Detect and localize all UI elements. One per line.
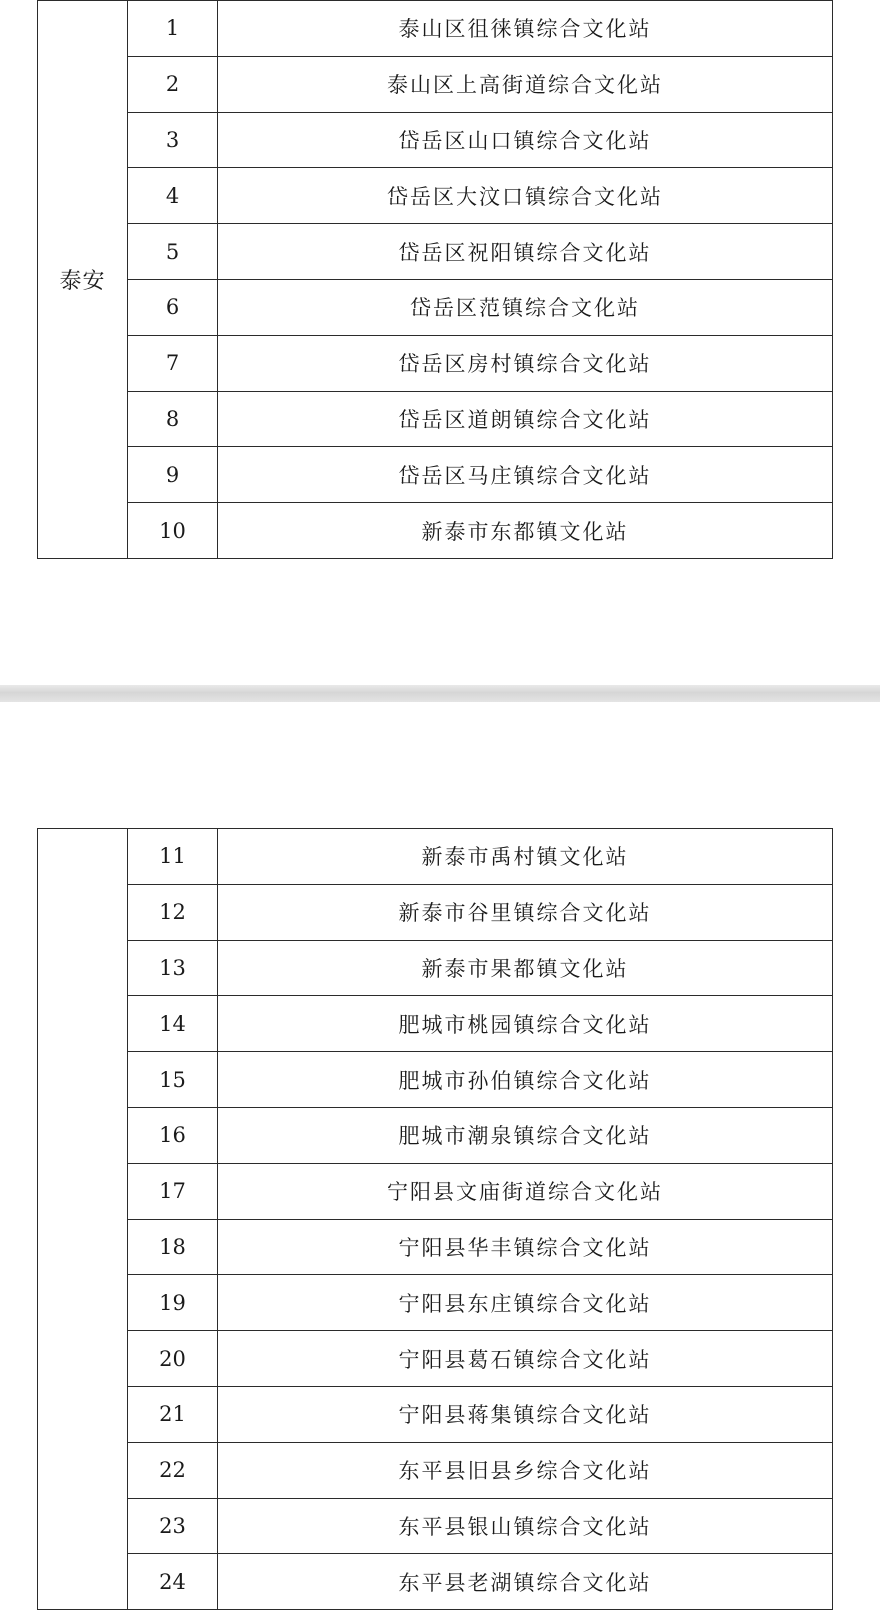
page-separator bbox=[0, 685, 880, 702]
station-name: 东平县银山镇综合文化站 bbox=[218, 1498, 833, 1554]
station-name: 岱岳区大汶口镇综合文化站 bbox=[218, 168, 833, 224]
table-row bbox=[38, 112, 833, 168]
row-number: 20 bbox=[128, 1331, 218, 1387]
table-row bbox=[38, 56, 833, 112]
row-number: 3 bbox=[128, 112, 218, 168]
station-name: 宁阳县文庙街道综合文化站 bbox=[218, 1163, 833, 1219]
row-number: 4 bbox=[128, 168, 218, 224]
row-number: 12 bbox=[128, 884, 218, 940]
table-row bbox=[38, 829, 833, 885]
table-row bbox=[38, 1219, 833, 1275]
station-table-part-2 bbox=[37, 828, 833, 1610]
row-number: 7 bbox=[128, 335, 218, 391]
row-number: 1 bbox=[128, 1, 218, 57]
station-name: 泰山区徂徕镇综合文化站 bbox=[218, 1, 833, 57]
document-page-1 bbox=[0, 0, 880, 685]
table-row bbox=[38, 503, 833, 559]
document-page-2 bbox=[0, 702, 880, 1613]
table-row bbox=[38, 335, 833, 391]
table-row bbox=[38, 1498, 833, 1554]
row-number: 19 bbox=[128, 1275, 218, 1331]
row-number: 10 bbox=[128, 503, 218, 559]
station-name: 岱岳区祝阳镇综合文化站 bbox=[218, 224, 833, 280]
station-name: 岱岳区马庄镇综合文化站 bbox=[218, 447, 833, 503]
table-row bbox=[38, 224, 833, 280]
table-row bbox=[38, 996, 833, 1052]
station-name: 东平县旧县乡综合文化站 bbox=[218, 1442, 833, 1498]
station-name: 肥城市潮泉镇综合文化站 bbox=[218, 1107, 833, 1163]
station-table-part-1 bbox=[37, 0, 833, 559]
station-name: 新泰市禹村镇文化站 bbox=[218, 829, 833, 885]
station-name: 岱岳区道朗镇综合文化站 bbox=[218, 391, 833, 447]
row-number: 9 bbox=[128, 447, 218, 503]
table-row bbox=[38, 1052, 833, 1108]
table-row bbox=[38, 279, 833, 335]
row-number: 2 bbox=[128, 56, 218, 112]
table-row bbox=[38, 1331, 833, 1387]
row-number: 8 bbox=[128, 391, 218, 447]
table-row bbox=[38, 1275, 833, 1331]
row-number: 23 bbox=[128, 1498, 218, 1554]
station-name: 肥城市孙伯镇综合文化站 bbox=[218, 1052, 833, 1108]
station-name: 新泰市东都镇文化站 bbox=[218, 503, 833, 559]
row-number: 6 bbox=[128, 279, 218, 335]
station-name: 宁阳县华丰镇综合文化站 bbox=[218, 1219, 833, 1275]
table-row bbox=[38, 391, 833, 447]
region-cell bbox=[38, 829, 128, 1610]
table-row bbox=[38, 1163, 833, 1219]
row-number: 14 bbox=[128, 996, 218, 1052]
station-name: 宁阳县东庄镇综合文化站 bbox=[218, 1275, 833, 1331]
row-number: 16 bbox=[128, 1107, 218, 1163]
station-name: 岱岳区山口镇综合文化站 bbox=[218, 112, 833, 168]
row-number: 15 bbox=[128, 1052, 218, 1108]
table-row bbox=[38, 940, 833, 996]
table-row bbox=[38, 1107, 833, 1163]
row-number: 11 bbox=[128, 829, 218, 885]
row-number: 13 bbox=[128, 940, 218, 996]
table-row bbox=[38, 1386, 833, 1442]
row-number: 21 bbox=[128, 1386, 218, 1442]
table-row bbox=[38, 1554, 833, 1610]
row-number: 5 bbox=[128, 224, 218, 280]
table-row bbox=[38, 447, 833, 503]
row-number: 24 bbox=[128, 1554, 218, 1610]
station-name: 泰山区上高街道综合文化站 bbox=[218, 56, 833, 112]
table-row bbox=[38, 168, 833, 224]
table-row bbox=[38, 1442, 833, 1498]
station-name: 新泰市果都镇文化站 bbox=[218, 940, 833, 996]
table-row bbox=[38, 1, 833, 57]
station-name: 东平县老湖镇综合文化站 bbox=[218, 1554, 833, 1610]
station-name: 新泰市谷里镇综合文化站 bbox=[218, 884, 833, 940]
row-number: 22 bbox=[128, 1442, 218, 1498]
station-name: 岱岳区范镇综合文化站 bbox=[218, 279, 833, 335]
station-name: 肥城市桃园镇综合文化站 bbox=[218, 996, 833, 1052]
row-number: 17 bbox=[128, 1163, 218, 1219]
station-name: 宁阳县蒋集镇综合文化站 bbox=[218, 1386, 833, 1442]
station-name: 岱岳区房村镇综合文化站 bbox=[218, 335, 833, 391]
station-name: 宁阳县葛石镇综合文化站 bbox=[218, 1331, 833, 1387]
region-cell: 泰安 bbox=[38, 1, 128, 559]
table-row bbox=[38, 884, 833, 940]
row-number: 18 bbox=[128, 1219, 218, 1275]
